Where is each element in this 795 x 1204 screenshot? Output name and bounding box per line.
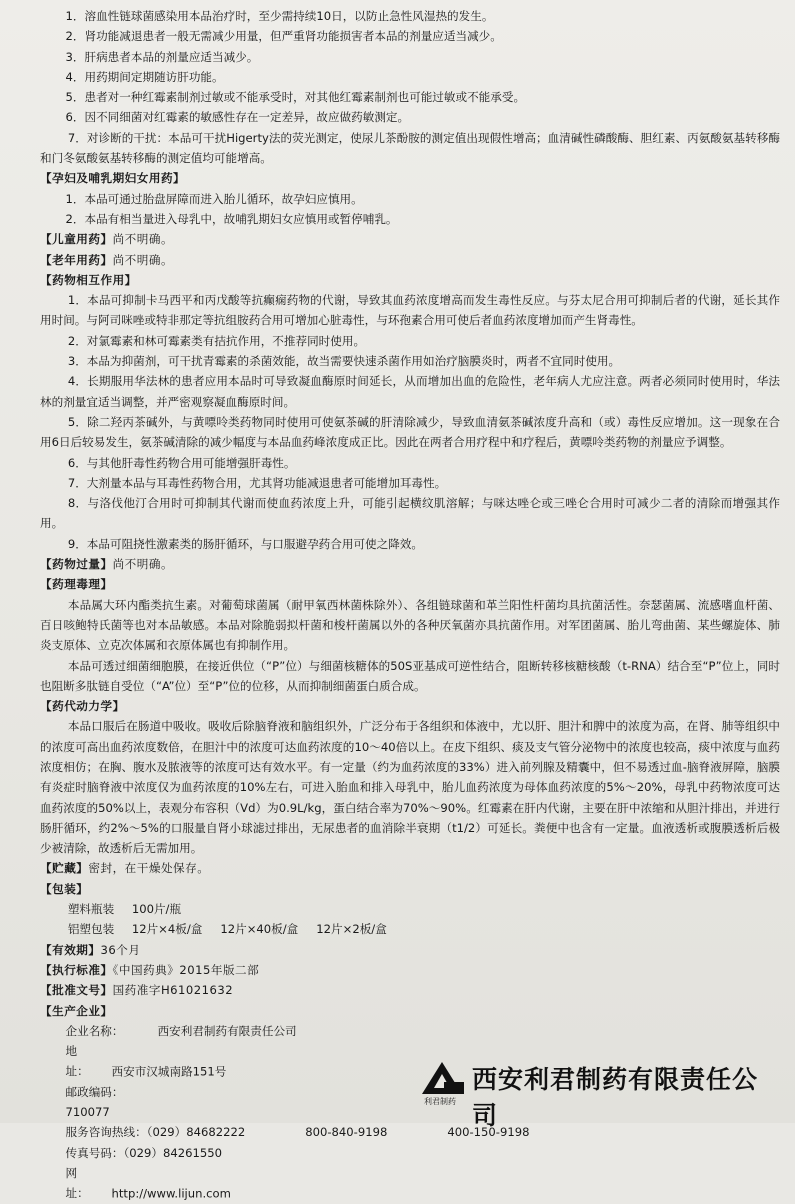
company-logo bbox=[418, 1058, 778, 1130]
package-foil-value-2: 12片×40板/盒 bbox=[220, 922, 299, 937]
pharmacokinetics-text: 本品口服后在肠道中吸收。吸收后除脑脊液和脑组织外，广泛分布于各组织和体液中，尤以肝、胆汁和脾中的浓度为高，在肾、肺等组织中的浓度可高出血药浓度数倍，在胆汁中的浓度可达血药浓度的10～40倍以上。在皮下组织、痰及支气管分泌物中的浓度也较高，痰中浓度与血药浓度相仿；在胸、腹水及脓液等的浓度可达有效水平。有一定量（约为血药浓度的33%）进入前列腺及精囊中，但不易透过血-脑脊液屏障，脑膜有炎症时脑脊液中浓度仅为血药浓度的10%左右，可进入胎血和排入母乳中，胎儿血药浓度为母体血药浓度的5%～20%，母乳中药物浓度可达血药浓度的50%以上，表观分布容积（Vd）为0.9L/kg，蛋白结合率为70%～90%。红霉素在肝内代谢，主要在肝中浓缩和从胆汁排出，并进行肠肝循环，约2%～5%的口服量自肾小球滤过排出，无尿患者的血消除半衰期（t1/2）可延长。粪便中也含有一定量。血液透析或腹膜透析后极少被清除，故透析后无需加用。 bbox=[40, 719, 780, 856]
section-approval bbox=[40, 980, 780, 1000]
precaution-3: 3．肝病患者本品的剂量应适当减少。 bbox=[65, 49, 259, 64]
precaution-6: 6．因不同细菌对红霉素的敏感性存在一定差异，故应做药敏测定。 bbox=[65, 110, 410, 125]
company-logo-mark-icon bbox=[418, 1060, 466, 1096]
pharmacology-2: 本品可透过细菌细胞膜，在接近供位（“P”位）与细菌核糖体的50S亚基成可逆性结合，阻断转移核糖核酸（t-RNA）结合至“P”位上，同时也阻断多肽链自受位（“A”位）至“P”位的位移，从而抑制细菌蛋白质合成。 bbox=[40, 658, 780, 693]
package-plastic-label: 塑料瓶装 bbox=[67, 902, 115, 917]
interaction-9: 9．本品可阻挠性激素类的肠肝循环，与口服避孕药合用可使之降效。 bbox=[67, 536, 424, 551]
manufacturer-zip-value: 710077 bbox=[65, 1105, 110, 1120]
section-validity bbox=[40, 940, 780, 960]
section-heading-interactions: 【药物相互作用】 bbox=[40, 272, 137, 287]
manufacturer-service-label: 服务咨询热线： bbox=[65, 1125, 147, 1140]
package-foil-value-1: 12片×4板/盒 bbox=[131, 922, 203, 937]
manufacturer-name-row bbox=[40, 1021, 780, 1041]
storage-text: 密封，在干燥处保存。 bbox=[88, 861, 210, 876]
manufacturer-service-phone-3: 400-150-9198 bbox=[447, 1125, 530, 1140]
manufacturer-name-label: 企业名称： bbox=[65, 1023, 124, 1038]
standard-text: 《中国药典》2015年版二部 bbox=[112, 962, 260, 977]
package-foil-label: 铝塑包装 bbox=[67, 922, 115, 937]
pregnancy-2: 2．本品有相当量进入母乳中，故哺乳期妇女应慎用或暂停哺乳。 bbox=[65, 211, 398, 226]
precaution-5: 5．患者对一种红霉素制剂过敏或不能承受时，对其他红霉素制剂也可能过敏或不能承受。 bbox=[65, 90, 526, 105]
section-heading-overdose: 【药物过量】 bbox=[40, 557, 113, 572]
section-children bbox=[40, 229, 780, 249]
precaution-7: 7．对诊断的干扰：本品可干扰Higerty法的荧光测定，使尿儿茶酚胺的测定值出现假性增高；血清碱性磷酸酶、胆红素、丙氨酸氨基转移酶和门冬氨酸氨基转移酶的测定值均可能增高。 bbox=[40, 130, 780, 166]
interaction-8: 8．与洛伐他汀合用时可抑制其代谢而使血药浓度上升，可能引起横纹肌溶解；与咪达唑仑或三唑仑合用时可减少二者的清除而增强其作用。 bbox=[40, 496, 780, 531]
children-text: 尚不明确。 bbox=[112, 232, 174, 247]
section-storage bbox=[40, 858, 780, 878]
precaution-2: 2．肾功能减退患者一般无需减少用量，但严重肾功能损害者本品的剂量应适当减少。 bbox=[65, 29, 502, 44]
manufacturer-fax-label: 传真号码： bbox=[65, 1145, 124, 1160]
pharmacology-1: 本品属大环内酯类抗生素。对葡萄球菌属（耐甲氧西林菌株除外）、各组链球菌和革兰阳性杆菌均具抗菌活性。奈瑟菌属、流感嗜血杆菌、百日咳鲍特氏菌等也对本品敏感。本品对除脆弱拟杆菌和梭杆菌属以外的各种厌氧菌亦具抗菌作用。对军团菌属、胎儿弯曲菌、某些螺旋体、肺炎支原体、立克次体属和衣原体属也有抑制作用。 bbox=[40, 597, 780, 653]
section-heading-package: 【包装】 bbox=[40, 881, 89, 896]
interaction-7: 7．大剂量本品与耳毒性药物合用，尤其肾功能减退患者可能增加耳毒性。 bbox=[67, 475, 447, 490]
manufacturer-fax-value: （029）84261550 bbox=[123, 1145, 223, 1160]
section-heading-pregnancy: 【孕妇及哺乳期妇女用药】 bbox=[40, 171, 186, 186]
interaction-3: 3．本品为抑菌剂，可干扰青霉素的杀菌效能，故当需要快速杀菌作用如治疗脑膜炎时，两者不宜同时使用。 bbox=[67, 354, 621, 369]
interaction-2: 2．对氯霉素和林可霉素类有拮抗作用，不推荐同时使用。 bbox=[67, 333, 366, 348]
section-heading-pharmacokinetics: 【药代动力学】 bbox=[40, 699, 125, 714]
section-heading-standard: 【执行标准】 bbox=[40, 962, 113, 977]
overdose-text: 尚不明确。 bbox=[112, 557, 174, 572]
package-row-foil bbox=[40, 919, 780, 939]
approval-text: 国药准字H61021632 bbox=[112, 983, 234, 998]
manufacturer-address-label: 地 址： bbox=[65, 1044, 89, 1079]
manufacturer-website-value: http://www.lijun.com bbox=[111, 1186, 231, 1201]
manufacturer-fax-row bbox=[40, 1143, 780, 1163]
section-standard bbox=[40, 960, 780, 980]
package-foil-value-3: 12片×2板/盒 bbox=[316, 922, 387, 937]
manufacturer-website-row bbox=[40, 1163, 780, 1204]
elderly-text: 尚不明确。 bbox=[112, 252, 174, 267]
section-heading-pharmacology: 【药理毒理】 bbox=[40, 577, 113, 592]
pregnancy-1: 1．本品可通过胎盘屏障而进入胎儿循环，故孕妇应慎用。 bbox=[65, 191, 363, 206]
company-logo-name: 西安利君制药有限责任公司 bbox=[472, 1065, 759, 1130]
validity-text: 36个月 bbox=[100, 942, 141, 957]
manufacturer-service-phone-1: （029）84682222 bbox=[146, 1125, 246, 1140]
interaction-5: 5．除二羟丙茶碱外，与黄嘌呤类药物同时使用可使氨茶碱的肝清除减少，导致血清氨茶碱浓度升高和（或）毒性反应增加。这一现象在合用6日后较易发生，氨茶碱清除的减少幅度与本品血药峰浓度成正比。因此在两者合用疗程中和疗程后，黄嘌呤类药物的剂量应予调整。 bbox=[40, 414, 780, 450]
section-heading-storage: 【贮藏】 bbox=[40, 861, 89, 876]
section-heading-elderly: 【老年用药】 bbox=[40, 252, 113, 267]
interaction-1: 1．本品可抑制卡马西平和丙戊酸等抗癫痫药物的代谢，导致其血药浓度增高而发生毒性反应。与芬太尼合用可抑制后者的代谢，延长其作用时间。与阿司咪唑或特非那定等抗组胺药合用可增加心脏毒性，与环孢素合用可使后者血药浓度增加而产生肾毒性。 bbox=[40, 293, 780, 328]
section-heading-children: 【儿童用药】 bbox=[40, 232, 113, 247]
precaution-1: 1．溶血性链球菌感染用本品治疗时，至少需持续10日，以防止急性风湿热的发生。 bbox=[65, 9, 494, 23]
section-heading-approval: 【批准文号】 bbox=[40, 983, 113, 998]
section-overdose bbox=[40, 554, 780, 574]
package-row-plastic bbox=[40, 899, 780, 919]
precaution-4: 4．用药期间定期随访肝功能。 bbox=[65, 69, 224, 84]
section-heading-validity: 【有效期】 bbox=[40, 942, 101, 957]
manufacturer-service-phone-2: 800-840-9198 bbox=[305, 1125, 388, 1140]
section-elderly bbox=[40, 250, 780, 270]
company-logo-tagline: 利君制药 bbox=[424, 1097, 456, 1106]
leaflet-content bbox=[40, 6, 780, 1204]
interaction-6: 6．与其他肝毒性药物合用可能增强肝毒性。 bbox=[67, 455, 296, 470]
section-heading-manufacturer: 【生产企业】 bbox=[40, 1003, 113, 1018]
manufacturer-name-value: 西安利君制药有限责任公司 bbox=[157, 1023, 297, 1038]
manufacturer-website-label: 网 址： bbox=[65, 1165, 89, 1201]
manufacturer-address-value: 西安市汉城南路151号 bbox=[111, 1064, 227, 1079]
manufacturer-zip-label: 邮政编码： bbox=[65, 1084, 124, 1099]
interaction-4: 4．长期服用华法林的患者应用本品时可导致凝血酶原时间延长，从而增加出血的危险性，老年病人尤应注意。两者必须同时使用时，华法林的剂量宜适当调整，并严密观察凝血酶原时间。 bbox=[40, 374, 780, 409]
package-plastic-value: 100片/瓶 bbox=[131, 902, 182, 917]
